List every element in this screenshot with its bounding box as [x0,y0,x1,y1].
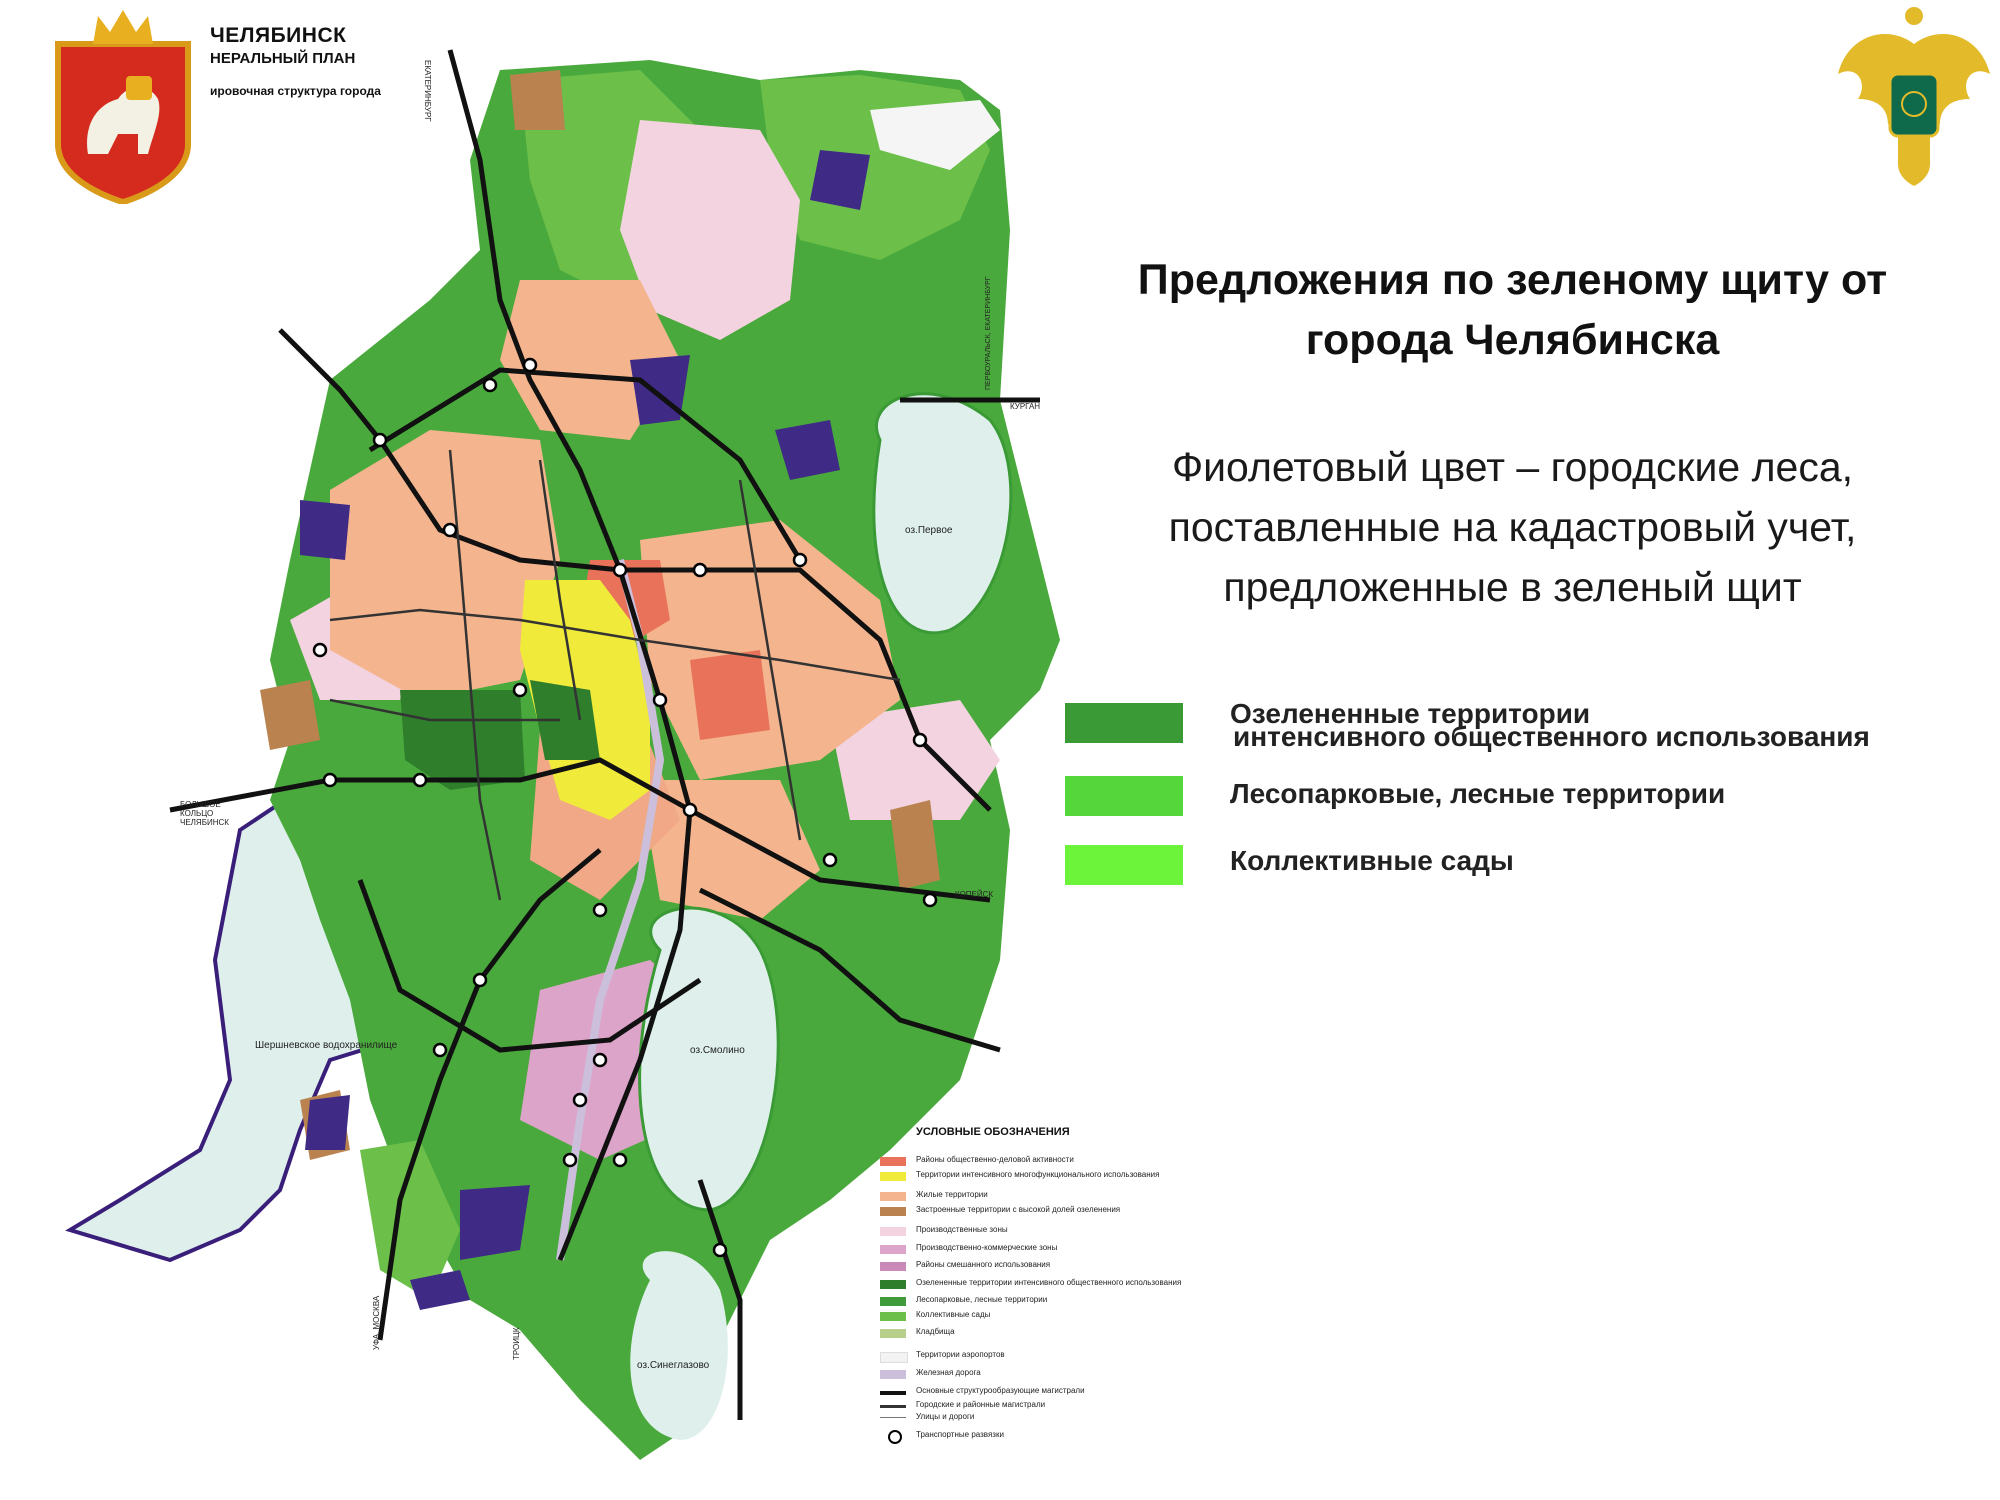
header-city: ЧЕЛЯБИНСК [210,24,347,47]
map-header [210,20,410,102]
map-label-road-troitsk: ТРОИЦК [512,1327,521,1360]
map-key-label: Транспортные развязки [916,1430,1004,1439]
map-key-item [880,1295,1116,1309]
map-key-swatch [880,1329,906,1338]
map-key-swatch [880,1245,906,1254]
legend-label: Озелененные территории [1230,698,1591,729]
map-key-label: Застроенные территории с высокой долей озеленения [916,1205,1121,1214]
chelyabinsk-coat-of-arms [38,4,208,204]
map-key-label: Территории аэропортов [916,1350,1005,1359]
map-label-lake-pervoe: оз.Первое [905,525,953,536]
map-label-road-kopeisk: КОПЕЙСК [955,890,994,899]
legend-label: Коллективные сады [1230,845,1514,876]
legend-item-forest-park [1065,776,2000,826]
map-key-label: Коллективные сады [916,1310,991,1319]
map-key-item [880,1278,1182,1292]
map-key-swatch [880,1352,908,1363]
map-key-swatch [880,1297,906,1306]
map-key-swatch [880,1227,906,1236]
subtitle-line: предложенные в зеленый щит [1223,564,1802,610]
legend-swatch [1065,776,1183,816]
map-key-title: УСЛОВНЫЕ ОБОЗНАЧЕНИЯ [916,1126,1070,1138]
map-key-swatch [880,1262,906,1271]
map-key-label: Железная дорога [916,1368,981,1377]
map-key-item [880,1430,1116,1444]
map-label-lake-smolino: оз.Смолино [690,1045,745,1056]
header-plan: НЕРАЛЬНЫЙ ПЛАН [210,50,356,67]
map-key-label: Районы общественно-деловой активности [916,1155,1074,1164]
legend-item-intensive-green [1065,698,2000,753]
map-key-item [880,1327,1116,1341]
map-label-road-ekaterinburg: ЕКАТЕРИНБУРГ [423,60,432,122]
map-key-label: Кладбища [916,1327,955,1336]
map-key-item [880,1368,1116,1382]
map-key [876,1110,1182,1460]
map-key-swatch [880,1157,906,1166]
map-key-label: Основные структурообразующие магистрали [916,1386,1085,1395]
legend-swatch [1065,703,1183,743]
map-key-label: Лесопарковые, лесные территории [916,1295,1048,1304]
map-key-swatch [880,1192,906,1201]
map-key-label: Районы смешанного использования [916,1260,1051,1269]
map-key-item [880,1155,1116,1169]
title-line-2: города Челябинска [1305,316,1720,364]
legend-label: Лесопарковые, лесные территории [1230,778,1726,809]
map-key-item [880,1225,1116,1239]
slide-title [1035,250,1990,370]
legend-item-gardens [1065,845,2000,895]
map-key-item [880,1190,1116,1204]
map-label-lake-sineglazovo: оз.Синеглазово [637,1360,710,1371]
legend-swatch [1065,845,1183,885]
map-key-swatch [880,1391,906,1395]
map-label-road-pervouralsk: ПЕРВОУРАЛЬСК, ЕКАТЕРИНБУРГ [985,276,992,390]
map-key-label: Жилые территории [916,1190,988,1199]
federal-eagle-emblem [1828,4,2000,194]
slide-subtitle [1035,437,1990,617]
map-key-item [880,1310,1116,1324]
map-key-swatch [880,1280,906,1289]
map-label-road-ring: БОЛЬШОЕ КОЛЬЦО ЧЕЛЯБИНСК [180,800,229,827]
map-key-item [880,1350,1116,1364]
map-key-item [880,1260,1116,1274]
map-key-label: Улицы и дороги [916,1412,975,1421]
map-key-swatch [888,1430,902,1444]
map-key-label: Производственные зоны [916,1225,1008,1234]
header-structure: ировочная структура города [210,84,381,98]
map-key-swatch [880,1207,906,1216]
map-key-swatch [880,1417,906,1418]
map-key-item [880,1386,1116,1400]
map-key-label: Производственно-коммерческие зоны [916,1243,1058,1252]
map-key-item [880,1205,1121,1219]
map-key-swatch [880,1312,906,1321]
map-key-swatch [880,1405,906,1408]
map-key-swatch [880,1172,906,1181]
subtitle-line: поставленные на кадастровый учет, [1168,504,1857,550]
map-key-item [880,1412,1116,1426]
map-label-reservoir: Шершневское водохранилище [255,1040,398,1051]
map-key-item [880,1170,1160,1184]
map-key-label: Озелененные территории интенсивного общественного использования [916,1278,1182,1287]
map-key-label: Городские и районные магистрали [916,1400,1046,1409]
title-line-1: Предложения по зеленому щиту от [1137,256,1888,304]
map-key-swatch [880,1370,906,1379]
subtitle-line: Фиолетовый цвет – городские леса, [1171,444,1854,490]
map-key-item [880,1243,1116,1257]
map-label-road-ufa-moscow: УФА, МОСКВА [372,1295,381,1350]
map-key-label: Территории интенсивного многофункционального использования [916,1170,1160,1179]
map-label-road-kurgan: КУРГАН [1010,402,1041,411]
legend-label: интенсивного общественного использования [1233,721,1870,752]
